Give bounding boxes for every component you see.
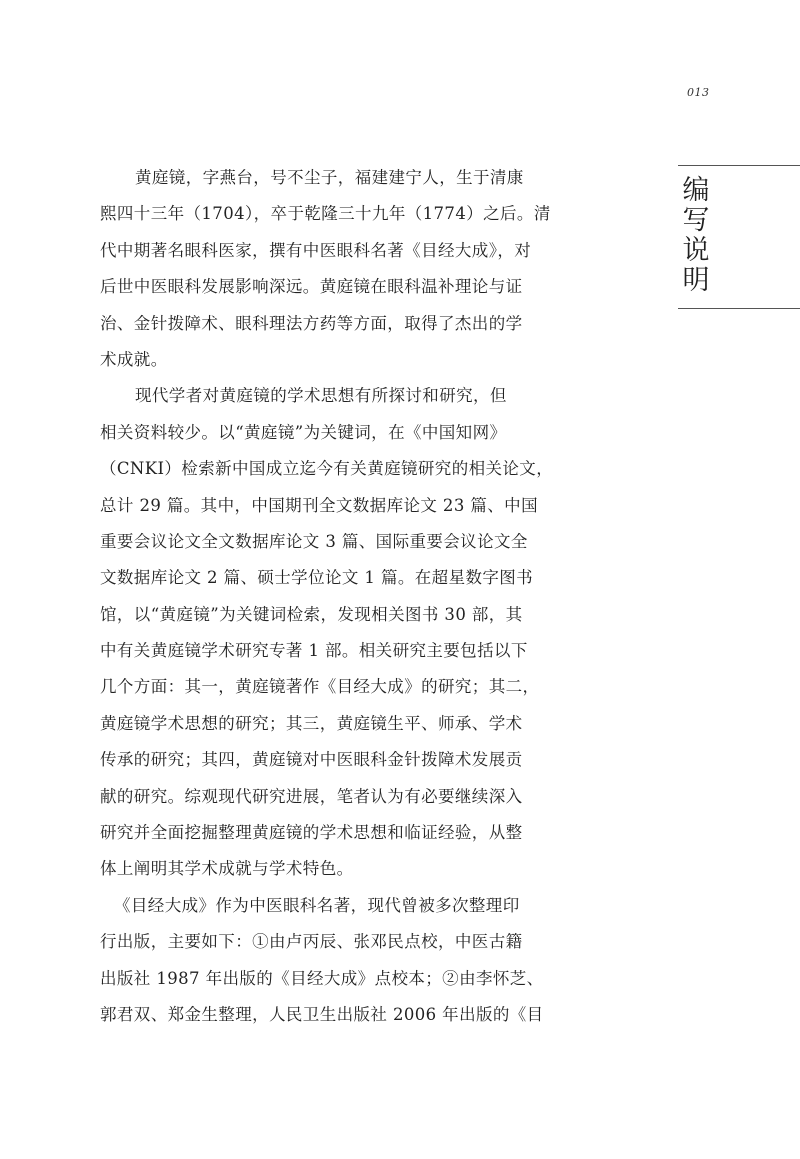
section-title-char: 明 <box>682 265 710 296</box>
section-title-char: 编 <box>682 175 710 206</box>
page-number: 013 <box>687 86 710 99</box>
text-line: 术成就。 <box>100 349 168 369</box>
sidebar-top-rule <box>678 165 800 166</box>
paragraph-2 <box>100 378 584 887</box>
text-line: 几个方面：其一，黄庭镜著作《目经大成》的研究；其二， <box>100 677 540 697</box>
text-line: 体上阐明其学术成就与学术特色。 <box>100 859 354 879</box>
section-title-char: 写 <box>682 205 710 236</box>
text-line: 总计 29 篇。其中，中国期刊全文数据库论文 23 篇、中国 <box>100 495 538 515</box>
text-line: 黄庭镜学术思想的研究；其三，黄庭镜生平、师承、学术 <box>100 713 523 733</box>
text-line: 熙四十三年（1704），卒于乾隆三十九年（1774）之后。清 <box>100 204 551 224</box>
text-line: 现代学者对黄庭镜的学术思想有所探讨和研究，但 <box>135 386 507 406</box>
text-line: （CNKI）检索新中国成立迄今有关黄庭镜研究的相关论文， <box>100 459 554 479</box>
text-line: 重要会议论文全文数据库论文 3 篇、国际重要会议论文全 <box>100 531 528 551</box>
text-line: 中有关黄庭镜学术研究专著 1 部。相关研究主要包括以下 <box>100 641 528 661</box>
sidebar-bottom-rule <box>678 308 800 309</box>
paragraph-3 <box>100 888 584 1034</box>
text-line: 研究并全面挖掘整理黄庭镜的学术思想和临证经验，从整 <box>100 823 523 843</box>
text-line: 行出版，主要如下：①由卢丙辰、张邓民点校，中医古籍 <box>100 932 523 952</box>
text-line: 后世中医眼科发展影响深远。黄庭镜在眼科温补理论与证 <box>100 277 523 297</box>
text-line: 代中期著名眼科医家，撰有中医眼科名著《目经大成》，对 <box>100 240 532 260</box>
text-line: 郭君双、郑金生整理，人民卫生出版社 2006 年出版的《目 <box>100 1004 544 1024</box>
text-line: 出版社 1987 年出版的《目经大成》点校本；②由李怀芝、 <box>100 968 544 988</box>
paragraph-1 <box>100 160 584 378</box>
text-line: 献的研究。综观现代研究进展，笔者认为有必要继续深入 <box>100 786 523 806</box>
section-title-char: 说 <box>682 235 710 266</box>
section-title <box>679 176 713 296</box>
body-text <box>100 160 584 1033</box>
text-line: 馆，以“黄庭镜”为关键词检索，发现相关图书 30 部，其 <box>100 604 523 624</box>
text-line: 传承的研究；其四，黄庭镜对中医眼科金针拨障术发展贡 <box>100 750 523 770</box>
text-line: 文数据库论文 2 篇、硕士学位论文 1 篇。在超星数字图书 <box>100 568 534 588</box>
text-line: 《目经大成》作为中医眼科名著，现代曾被多次整理印 <box>114 895 520 915</box>
text-line: 黄庭镜，字燕台，号不尘子，福建建宁人，生于清康 <box>135 168 524 187</box>
text-line: 治、金针拨障术、眼科理法方药等方面，取得了杰出的学 <box>100 313 523 333</box>
text-line: 相关资料较少。以“黄庭镜”为关键词，在《中国知网》 <box>100 422 507 442</box>
